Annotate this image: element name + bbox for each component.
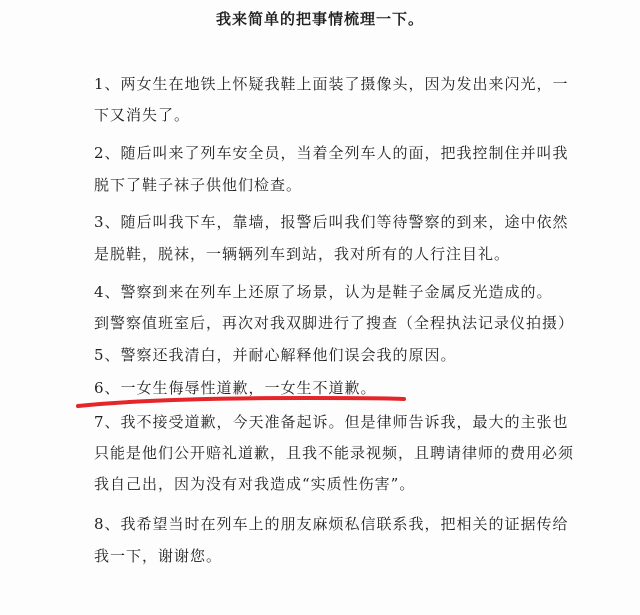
item-8-line-1: 8、我希望当时在列车上的朋友麻烦私信联系我，把相关的证据传给: [94, 515, 569, 533]
document-title: 我来简单的把事情梳理一下。: [215, 10, 424, 28]
item-8-line-2: 我一下，谢谢您。: [94, 547, 223, 565]
item-1-line-2: 下又消失了。: [94, 106, 191, 124]
item-3-line-1: 3、随后叫我下车，靠墙，报警后叫我们等待警察的到来，途中依然: [94, 213, 569, 231]
item-2-line-2: 脱下了鞋子袜子供他们检查。: [94, 176, 303, 194]
red-underline-mark: [76, 392, 406, 414]
item-4-line-1: 4、警察到来在列车上还原了场景，认为是鞋子金属反光造成的。: [94, 283, 553, 301]
item-7-line-2: 只能是他们公开赔礼道歉，且我不能录视频，且聘请律师的费用必须: [94, 444, 575, 462]
item-1-line-1: 1、两女生在地铁上怀疑我鞋上面装了摄像头，因为发出来闪光，一: [94, 75, 569, 93]
item-5-line-1: 5、警察还我清白，并耐心解释他们误会我的原因。: [94, 346, 457, 364]
item-2-line-1: 2、随后叫来了列车安全员，当着全列车人的面，把我控制住并叫我: [94, 144, 569, 162]
item-7-line-3: 我自己出，因为没有对我造成“实质性伤害”。: [94, 475, 416, 493]
item-7-line-1: 7、我不接受道歉，今天准备起诉。但是律师告诉我，最大的主张也: [94, 413, 569, 431]
item-3-line-2: 是脱鞋，脱袜，一辆辆列车到站，我对所有的人行注目礼。: [94, 245, 511, 263]
item-4-line-2: 到警察值班室后，再次对我双脚进行了搜查（全程执法记录仪拍摄）: [94, 314, 575, 332]
item-6-line-1: 6、一女生侮辱性道歉，一女生不道歉。: [94, 379, 377, 397]
